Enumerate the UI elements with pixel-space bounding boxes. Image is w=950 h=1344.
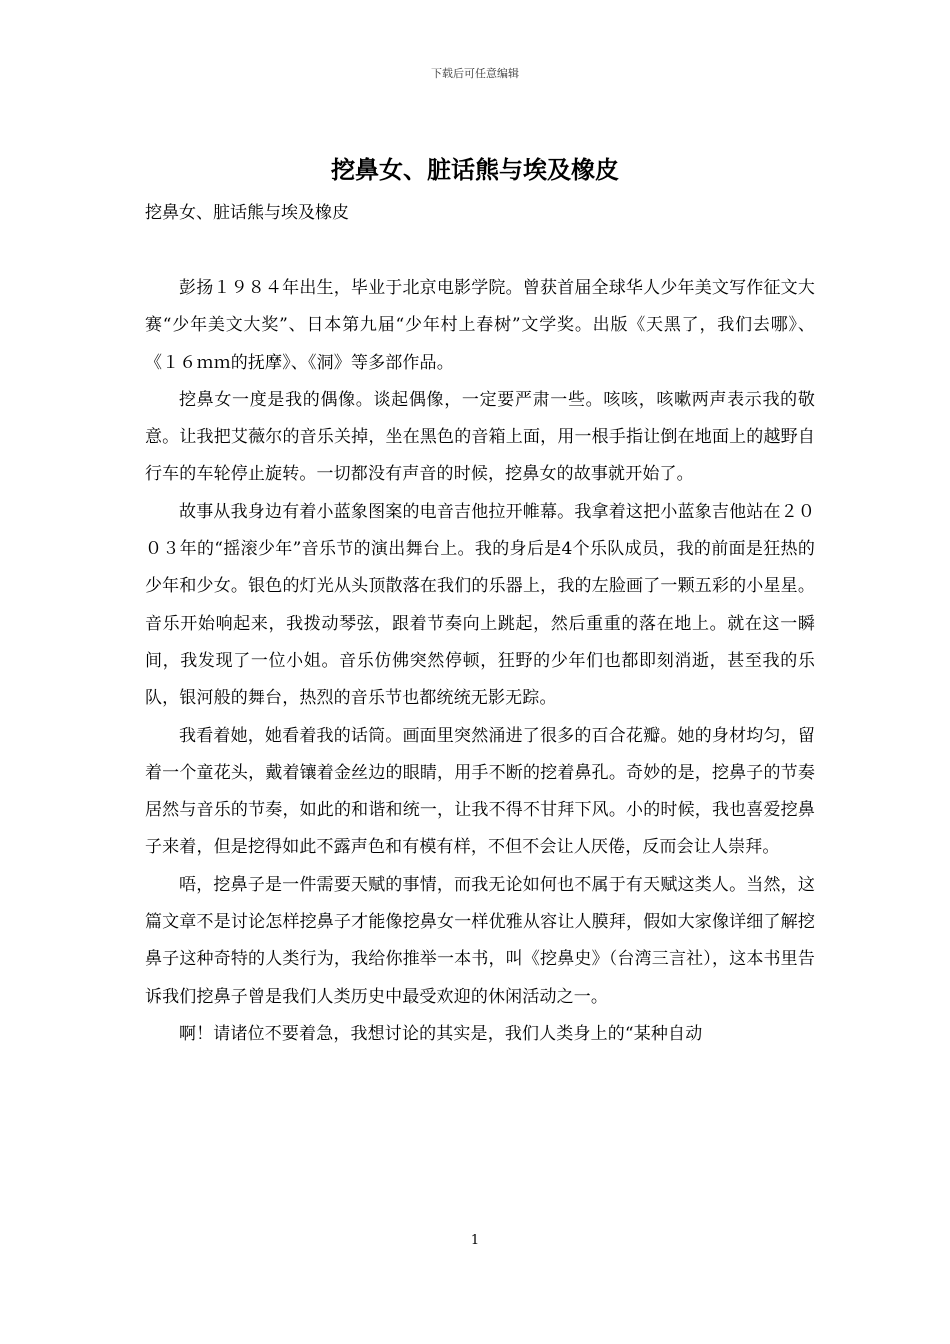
paragraph: 唔，挖鼻子是一件需要天赋的事情，而我无论如何也不属于有天赋这类人。当然，这篇文章不是讨论怎样挖鼻子才能像挖鼻女一样优雅从容让人膜拜，假如大家像详细了解挖鼻子这种奇特的人类行为，我给你推举一本书，叫《挖鼻史》（台湾三言社），这本书里告诉我们挖鼻子曾是我们人类历史中最受欢迎的休闲活动之一。 [145,874,815,1007]
paragraph: 啊！请诸位不要着急，我想讨论的其实是，我们人类身上的“某种自动 [179,1023,703,1044]
paragraph: 挖鼻女一度是我的偶像。谈起偶像，一定要严肃一些。咳咳，咳嗽两声表示我的敬意。让我把艾薇尔的音乐关掉，坐在黑色的音箱上面，用一根手指让倒在地面上的越野自行车的车轮停止旋转。一切都没有声音的时候，挖鼻女的故事就开始了。 [145,389,815,485]
paragraph: 故事从我身边有着小蓝象图案的电音吉他拉开帷幕。我拿着这把小蓝象吉他站在２００３年的“摇滚少年”音乐节的演出舞台上。我的身后是4个乐队成员，我的前面是狂热的少年和少女。银色的灯光从头顶散落在我们的乐器上，我的左脸画了一颗五彩的小星星。音乐开始响起来，我拨动琴弦，跟着节奏向上跳起，然后重重的落在地上。就在这一瞬间，我发现了一位小姐。音乐仿佛突然停顿，狂野的少年们也都即刻消逝，甚至我的乐队，银河般的舞台，热烈的音乐节也都统统无影无踪。 [145,501,815,709]
article-body [145,270,815,1053]
paragraph-author-bio: 彭扬１９８４年出生，毕业于北京电影学院。曾获首届全球华人少年美文写作征文大赛“少年美文大奖”、日本第九届“少年村上春树”文学奖。出版《天黑了，我们去哪》、《１６ｍｍ的抚摩》、《洞》等多部作品。 [145,278,815,373]
document-subtitle: 挖鼻女、脏话熊与埃及橡皮 [145,203,349,223]
page-number: 1 [470,1233,480,1248]
paragraph: 我看着她，她看着我的话筒。画面里突然涌进了很多的百合花瓣。她的身材均匀，留着一个童花头，戴着镶着金丝边的眼睛，用手不断的挖着鼻孔。奇妙的是，挖鼻子的节奏居然与音乐的节奏，如此的和谐和统一，让我不得不甘拜下风。小的时候，我也喜爱挖鼻子来着，但是挖得如此不露声色和有模有样，不但不会让人厌倦，反而会让人崇拜。 [145,725,815,858]
header-note: 下载后可任意编辑 [431,67,519,80]
document-title: 挖鼻女、脏话熊与埃及橡皮 [331,155,619,184]
